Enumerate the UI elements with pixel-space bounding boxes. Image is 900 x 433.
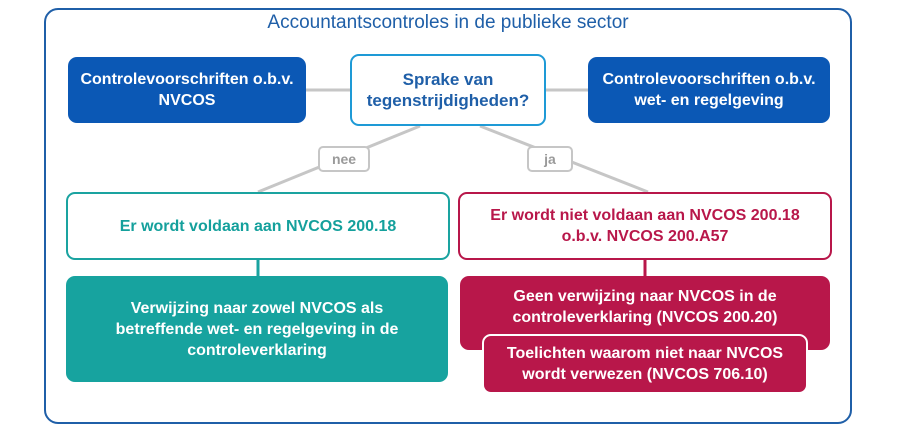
yes-label: ja xyxy=(527,146,573,172)
no-nvcos-reference-outcome-box: Geen verwijzing naar NVCOS in de controleverklaring (NVCOS 200.20) xyxy=(460,276,830,350)
noncompliant-condition-box: Er wordt niet voldaan aan NVCOS 200.18 o.b.v. NVCOS 200.A57 xyxy=(458,192,832,260)
law-rules-box: Controlevoorschriften o.b.v. wet- en regelgeving xyxy=(588,57,830,123)
compliant-condition-box: Er wordt voldaan aan NVCOS 200.18 xyxy=(66,192,450,260)
question-box: Sprake van tegenstrijdigheden? xyxy=(350,54,546,126)
nvcos-rules-box: Controlevoorschriften o.b.v. NVCOS xyxy=(68,57,306,123)
explanation-outcome-box: Toelichten waarom niet naar NVCOS wordt verwezen (NVCOS 706.10) xyxy=(482,334,808,394)
no-label: nee xyxy=(318,146,370,172)
diagram-title: Accountantscontroles in de publieke sector xyxy=(267,12,629,33)
dual-reference-outcome-box: Verwijzing naar zowel NVCOS als betreffende wet- en regelgeving in de controleverklaring xyxy=(66,276,448,382)
